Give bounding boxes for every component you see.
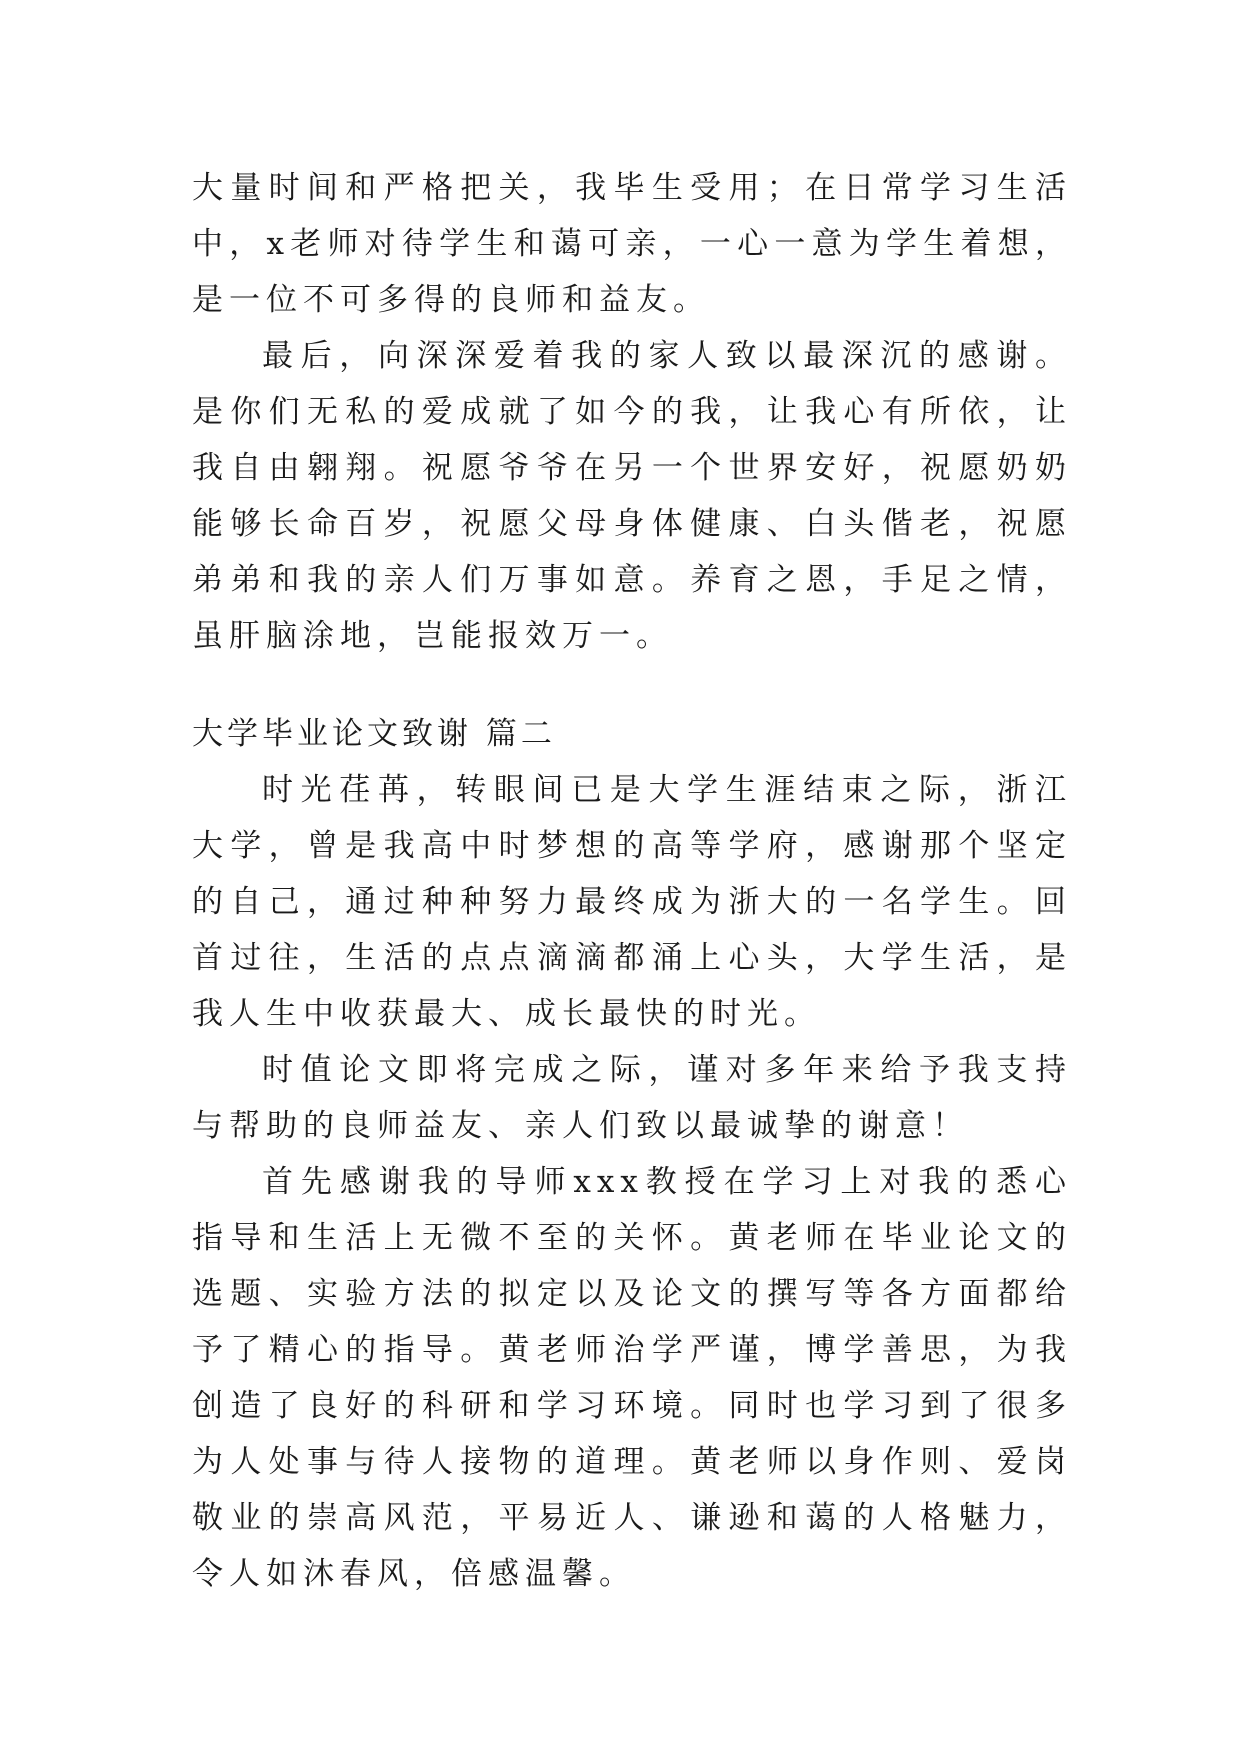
paragraph-family-thanks: 最后，向深深爱着我的家人致以最深沉的感谢。是你们无私的爱成就了如今的我，让我心有所依，让我自由翱翔。祝愿爷爷在另一个世界安好，祝愿奶奶能够长命百岁，祝愿父母身体健康、白头偕老，祝愿弟弟和我的亲人们万事如意。养育之恩，手足之情，虽肝脑涂地，岂能报效万一。 bbox=[192, 338, 1072, 654]
paragraph-advisor: 首先感谢我的导师xxx教授在学习上对我的悉心指导和生活上无微不至的关怀。黄老师在毕业论文的选题、实验方法的拟定以及论文的撰写等各方面都给予了精心的指导。黄老师治学严谨，博学善思，为我创造了良好的科研和学习环境。同时也学习到了很多为人处事与待人接物的道理。黄老师以身作则、爱岗敬业的崇高风范，平易近人、谦逊和蔼的人格魅力，令人如沐春风，倍感温馨。 bbox=[192, 1164, 1072, 1592]
document-body bbox=[192, 160, 1072, 1602]
paragraph-continued: 大量时间和严格把关，我毕生受用；在日常学习生活中，x老师对待学生和蔼可亲，一心一意为学生着想，是一位不可多得的良师和益友。 bbox=[192, 170, 1072, 318]
section-heading: 大学毕业论文致谢 篇二 bbox=[192, 716, 556, 752]
section-spacer bbox=[192, 664, 1072, 706]
paragraph-time-passing: 时光荏苒，转眼间已是大学生涯结束之际，浙江大学，曾是我高中时梦想的高等学府，感谢那个坚定的自己，通过种种努力最终成为浙大的一名学生。回首过往，生活的点点滴滴都涌上心头，大学生活，是我人生中收获最大、成长最快的时光。 bbox=[192, 772, 1072, 1032]
paragraph-gratitude: 时值论文即将完成之际，谨对多年来给予我支持与帮助的良师益友、亲人们致以最诚挚的谢意！ bbox=[192, 1052, 1072, 1144]
